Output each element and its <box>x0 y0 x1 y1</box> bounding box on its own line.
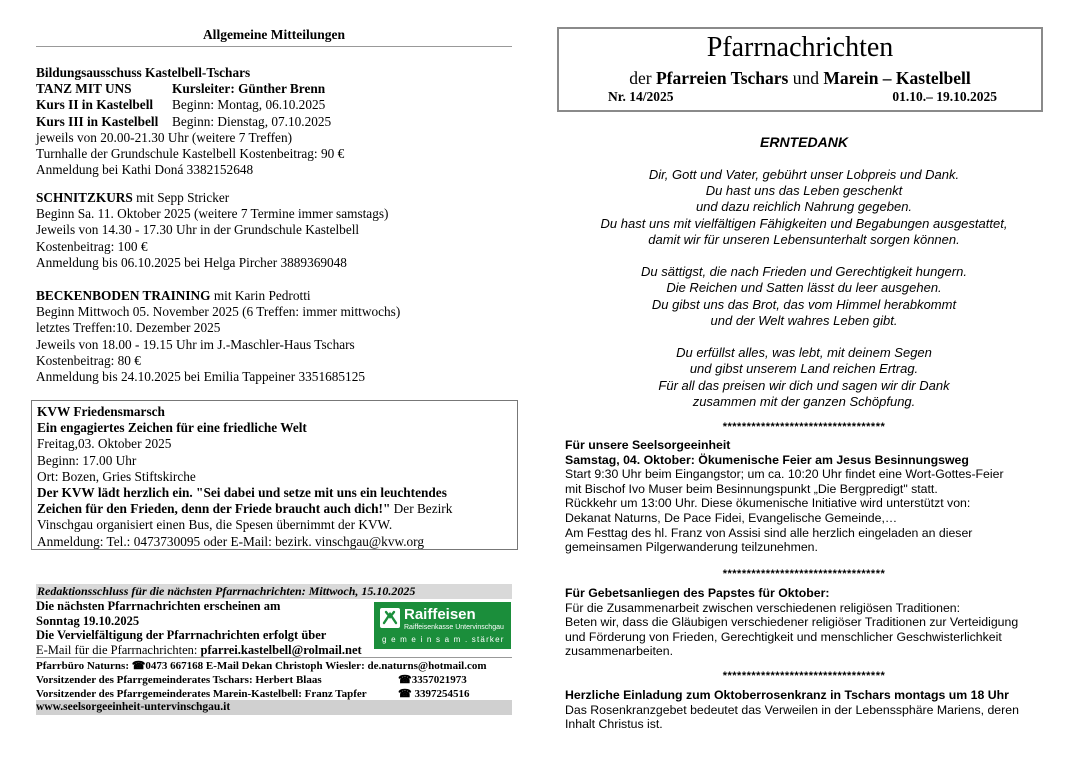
tanz-anmeldung: Anmeldung bei Kathi Doná 3382152648 <box>36 162 254 178</box>
poem-line: Für all das preisen wir dich und sagen wir dir Dank <box>658 377 950 393</box>
kvw-date: Freitag,03. Oktober 2025 <box>37 436 172 452</box>
tanz-label: TANZ MIT UNS <box>36 81 132 97</box>
masthead-marein: Marein – Kastelbell <box>823 68 971 88</box>
papst-l2: Beten wir, dass die Gläubigen verschiedener religiöser Traditionen zur Verteidigung <box>565 615 1019 630</box>
schnitz-beginn: Beginn Sa. 11. Oktober 2025 (weitere 7 Termine immer samstags) <box>36 206 389 222</box>
next-issue-block <box>36 599 362 657</box>
seelsorge-l6: gemeinsamen Pilgerwanderung teilzunehmen. <box>565 540 818 555</box>
kvw-invite-2-line <box>37 501 517 517</box>
bildung-block <box>36 65 344 178</box>
poem-line: Du hast uns das Leben geschenkt <box>705 183 903 199</box>
poem-line: und dazu reichlich Nahrung gegeben. <box>695 199 913 215</box>
poem-line: und gibst unserem Land reichen Ertrag. <box>689 361 919 377</box>
raiffeisen-slogan: g e m e i n s a m . stärker <box>382 635 505 644</box>
poem-line: Du erfüllst alles, was lebt, mit deinem Segen <box>676 345 932 361</box>
kurs2-label: Kurs II in Kastelbell <box>36 97 154 113</box>
poem-line: damit wir für unseren Lebensunterhalt sorgen können. <box>648 231 960 247</box>
becken-with: mit Karin Pedrotti <box>210 288 311 303</box>
poem-line: Du hast uns mit vielfältigen Fähigkeiten und Begabungen ausgestattet, <box>600 215 1008 231</box>
seelsorge-section <box>565 438 1041 555</box>
becken-anmeldung: Anmeldung bis 24.10.2025 bei Emilia Tappeiner 3351685125 <box>36 369 365 385</box>
schnitz-block <box>36 190 388 271</box>
kvw-bezirk-a: Der Bezirk <box>390 501 453 517</box>
schnitz-anmeldung: Anmeldung bis 06.10.2025 bei Helga Pircher 3889369048 <box>36 254 347 270</box>
vorsitz-marein-phone: ☎ 3397254516 <box>398 688 470 700</box>
schnitz-with: mit Sepp Stricker <box>132 190 230 205</box>
kvw-title: KVW Friedensmarsch <box>37 404 165 419</box>
tanz-zeit: jeweils von 20.00-21.30 Uhr (weitere 7 Treffen) <box>36 129 293 145</box>
kvw-invite-1: Der KVW lädt herzlich ein. "Sei dabei und setze mit uns ein leuchtendes <box>37 485 447 501</box>
seelsorge-l4: Dekanat Naturns, De Pace Fidei, Evangelische Gemeinde,… <box>565 510 898 525</box>
vorsitz-tschars: Vorsitzender des Pfarrgemeinderates Tschars: Herbert Blaas <box>36 674 322 686</box>
bildung-org: Bildungsausschuss Kastelbell-Tschars <box>36 65 251 80</box>
masthead-title: Pfarrnachrichten <box>706 32 894 63</box>
becken-heading <box>36 288 400 304</box>
masthead-der: der <box>629 68 656 88</box>
issue-number: Nr. 14/2025 <box>608 89 674 104</box>
poem-line: Die Reichen und Satten lässt du leer ausgehen. <box>666 280 942 296</box>
seelsorge-l3: Rückkehr um 13:00 Uhr. Diese ökumenische Initiative wird unterstützt von: <box>565 496 971 511</box>
separator: ********************************** <box>722 568 886 580</box>
redaktionsschluss-banner: Redaktionsschluss für die nächsten Pfarrnachrichten: Mittwoch, 15.10.2025 <box>36 584 512 599</box>
kvw-subtitle: Ein engagiertes Zeichen für eine friedliche Welt <box>37 420 307 436</box>
kvw-invite-2: Zeichen für den Frieden, denn der Friede braucht auch dich!" <box>37 501 391 517</box>
becken-beginn: Beginn Mittwoch 05. November 2025 (6 Treffen: immer mittwochs) <box>36 304 401 320</box>
vorsitz-tschars-line <box>36 673 487 687</box>
becken-zeit: Jeweils von 18.00 - 19.15 Uhr im J.-Maschler-Haus Tschars <box>36 336 355 352</box>
divider <box>36 46 512 47</box>
masthead-subtitle <box>559 68 1041 89</box>
papst-title: Für Gebetsanliegen des Papstes für Oktober: <box>565 586 830 600</box>
masthead-pfarreien: Pfarreien Tschars <box>655 68 789 88</box>
schnitz-kosten: Kostenbeitrag: 100 € <box>36 238 148 254</box>
kvw-beginn: Beginn: 17.00 Uhr <box>37 452 137 468</box>
kurs3-beginn: Beginn: Dienstag, 07.10.2025 <box>172 113 332 129</box>
email-label: E-Mail für die Pfarrnachrichten: <box>36 642 201 657</box>
website-link[interactable]: www.seelsorgeeinheit-untervinschgau.it <box>36 700 512 715</box>
rosenkranz-title: Herzliche Einladung zum Oktoberrosenkranz in Tschars montags um 18 Uhr <box>565 688 1009 702</box>
next-issue-l2: Sonntag 19.10.2025 <box>36 613 140 628</box>
rosenkranz-section <box>565 688 1041 732</box>
schnitz-zeit: Jeweils von 14.30 - 17.30 Uhr in der Grundschule Kastelbell <box>36 222 360 238</box>
seelsorge-title: Für unsere Seelsorgeeinheit <box>565 438 731 452</box>
schnitz-title: SCHNITZKURS <box>36 190 133 205</box>
becken-letztes: letztes Treffen:10. Dezember 2025 <box>36 320 221 336</box>
separator: ********************************** <box>722 670 886 682</box>
poem-line: zusammen mit der ganzen Schöpfung. <box>692 393 916 409</box>
tanz-line <box>36 81 344 97</box>
rosenkranz-l2: Inhalt Christus ist. <box>565 717 663 732</box>
next-issue-l4 <box>36 643 362 658</box>
kurs3-label: Kurs III in Kastelbell <box>36 113 159 129</box>
papst-section <box>565 586 1041 659</box>
erntedank-title: ERNTEDANK <box>760 134 848 150</box>
tanz-leiter: Kursleiter: Günther Brenn <box>172 81 326 97</box>
poem-line: Dir, Gott und Vater, gebührt unser Lobpreis und Dank. <box>648 167 960 182</box>
seelsorge-subtitle: Samstag, 04. Oktober: Ökumenische Feier am Jesus Besinnungsweg <box>565 452 969 467</box>
next-issue-l3: Die Vervielfältigung der Pfarrnachrichten erfolgt über <box>36 628 327 643</box>
becken-block <box>36 288 400 385</box>
erntedank-poem <box>560 167 1048 410</box>
becken-kosten: Kostenbeitrag: 80 € <box>36 352 141 368</box>
seelsorge-l1: Start 9:30 Uhr beim Eingangstor; um ca. 10:20 Uhr findet eine Wort-Gottes-Feier <box>565 467 1004 482</box>
issue-dates: 01.10.– 19.10.2025 <box>892 89 997 104</box>
masthead <box>557 27 1043 112</box>
tanz-ort: Turnhalle der Grundschule Kastelbell Kostenbeitrag: 90 € <box>36 146 345 162</box>
papst-l3: und Förderung von Frieden, Gerechtigkeit und menschlicher Geschwisterlichkeit <box>565 629 1002 644</box>
masthead-und: und <box>788 68 824 88</box>
raiffeisen-name: Raiffeisen <box>404 606 476 623</box>
kurs3-line <box>36 114 344 130</box>
poem-stanza-gap <box>560 248 1048 264</box>
kvw-ort: Ort: Bozen, Gries Stiftskirche <box>37 468 196 484</box>
kurs2-line <box>36 97 344 113</box>
papst-l4: zusammenarbeiten. <box>565 644 673 659</box>
section-title-mitteilungen: Allgemeine Mitteilungen <box>202 27 346 42</box>
seelsorge-l2: mit Bischof Ivo Muser beim Besinnungspunkt „Die Bergpredigt" statt. <box>565 481 938 496</box>
contact-footer <box>36 659 487 701</box>
separator: ********************************** <box>722 421 886 433</box>
kvw-box <box>31 400 518 550</box>
pfarrbuero-line: Pfarrbüro Naturns: ☎0473 667168 E-Mail Dekan Christoph Wiesler: de.naturns@hotmail.com <box>36 660 487 672</box>
rosenkranz-l1: Das Rosenkranzgebet bedeutet das Verweilen in der Lebenssphäre Mariens, deren <box>565 702 1019 717</box>
poem-stanza-gap <box>560 329 1048 345</box>
poem-line: Du sättigst, die nach Frieden und Gerechtigkeit hungern. <box>641 264 967 280</box>
vorsitz-tschars-phone: ☎3357021973 <box>398 674 467 686</box>
poem-line: Du gibst uns das Brot, das vom Himmel herabkommt <box>651 296 957 312</box>
schnitz-heading <box>36 190 388 206</box>
kurs2-beginn: Beginn: Montag, 06.10.2025 <box>172 97 326 113</box>
raiffeisen-gable-icon <box>380 608 400 628</box>
kvw-anmeldung: Anmeldung: Tel.: 0473730095 oder E-Mail: bezirk. vinschgau@kvw.org <box>37 533 425 549</box>
seelsorge-l5: Am Festtag des hl. Franz von Assisi sind alle herzlich eingeladen an dieser <box>565 525 973 540</box>
raiffeisen-sub: Raiffeisenkasse Untervinschgau <box>404 624 504 631</box>
vorsitz-marein-line <box>36 687 487 701</box>
poem-line: und der Welt wahres Leben gibt. <box>710 312 898 328</box>
next-issue-l1: Die nächsten Pfarrnachrichten erscheinen am <box>36 599 281 613</box>
papst-l1: Für die Zusammenarbeit zwischen verschiedenen religiösen Traditionen: <box>565 600 961 615</box>
becken-title: BECKENBODEN TRAINING <box>36 288 211 303</box>
vorsitz-marein: Vorsitzender des Pfarrgemeinderates Marein-Kastelbell: Franz Tapfer <box>36 688 367 700</box>
raiffeisen-logo <box>374 602 511 649</box>
kvw-bezirk-b: Vinschgau organisiert einen Bus, die Spesen übernimmt der KVW. <box>37 517 393 533</box>
email-link[interactable]: pfarrei.kastelbell@rolmail.net <box>200 642 362 657</box>
divider <box>36 657 512 658</box>
